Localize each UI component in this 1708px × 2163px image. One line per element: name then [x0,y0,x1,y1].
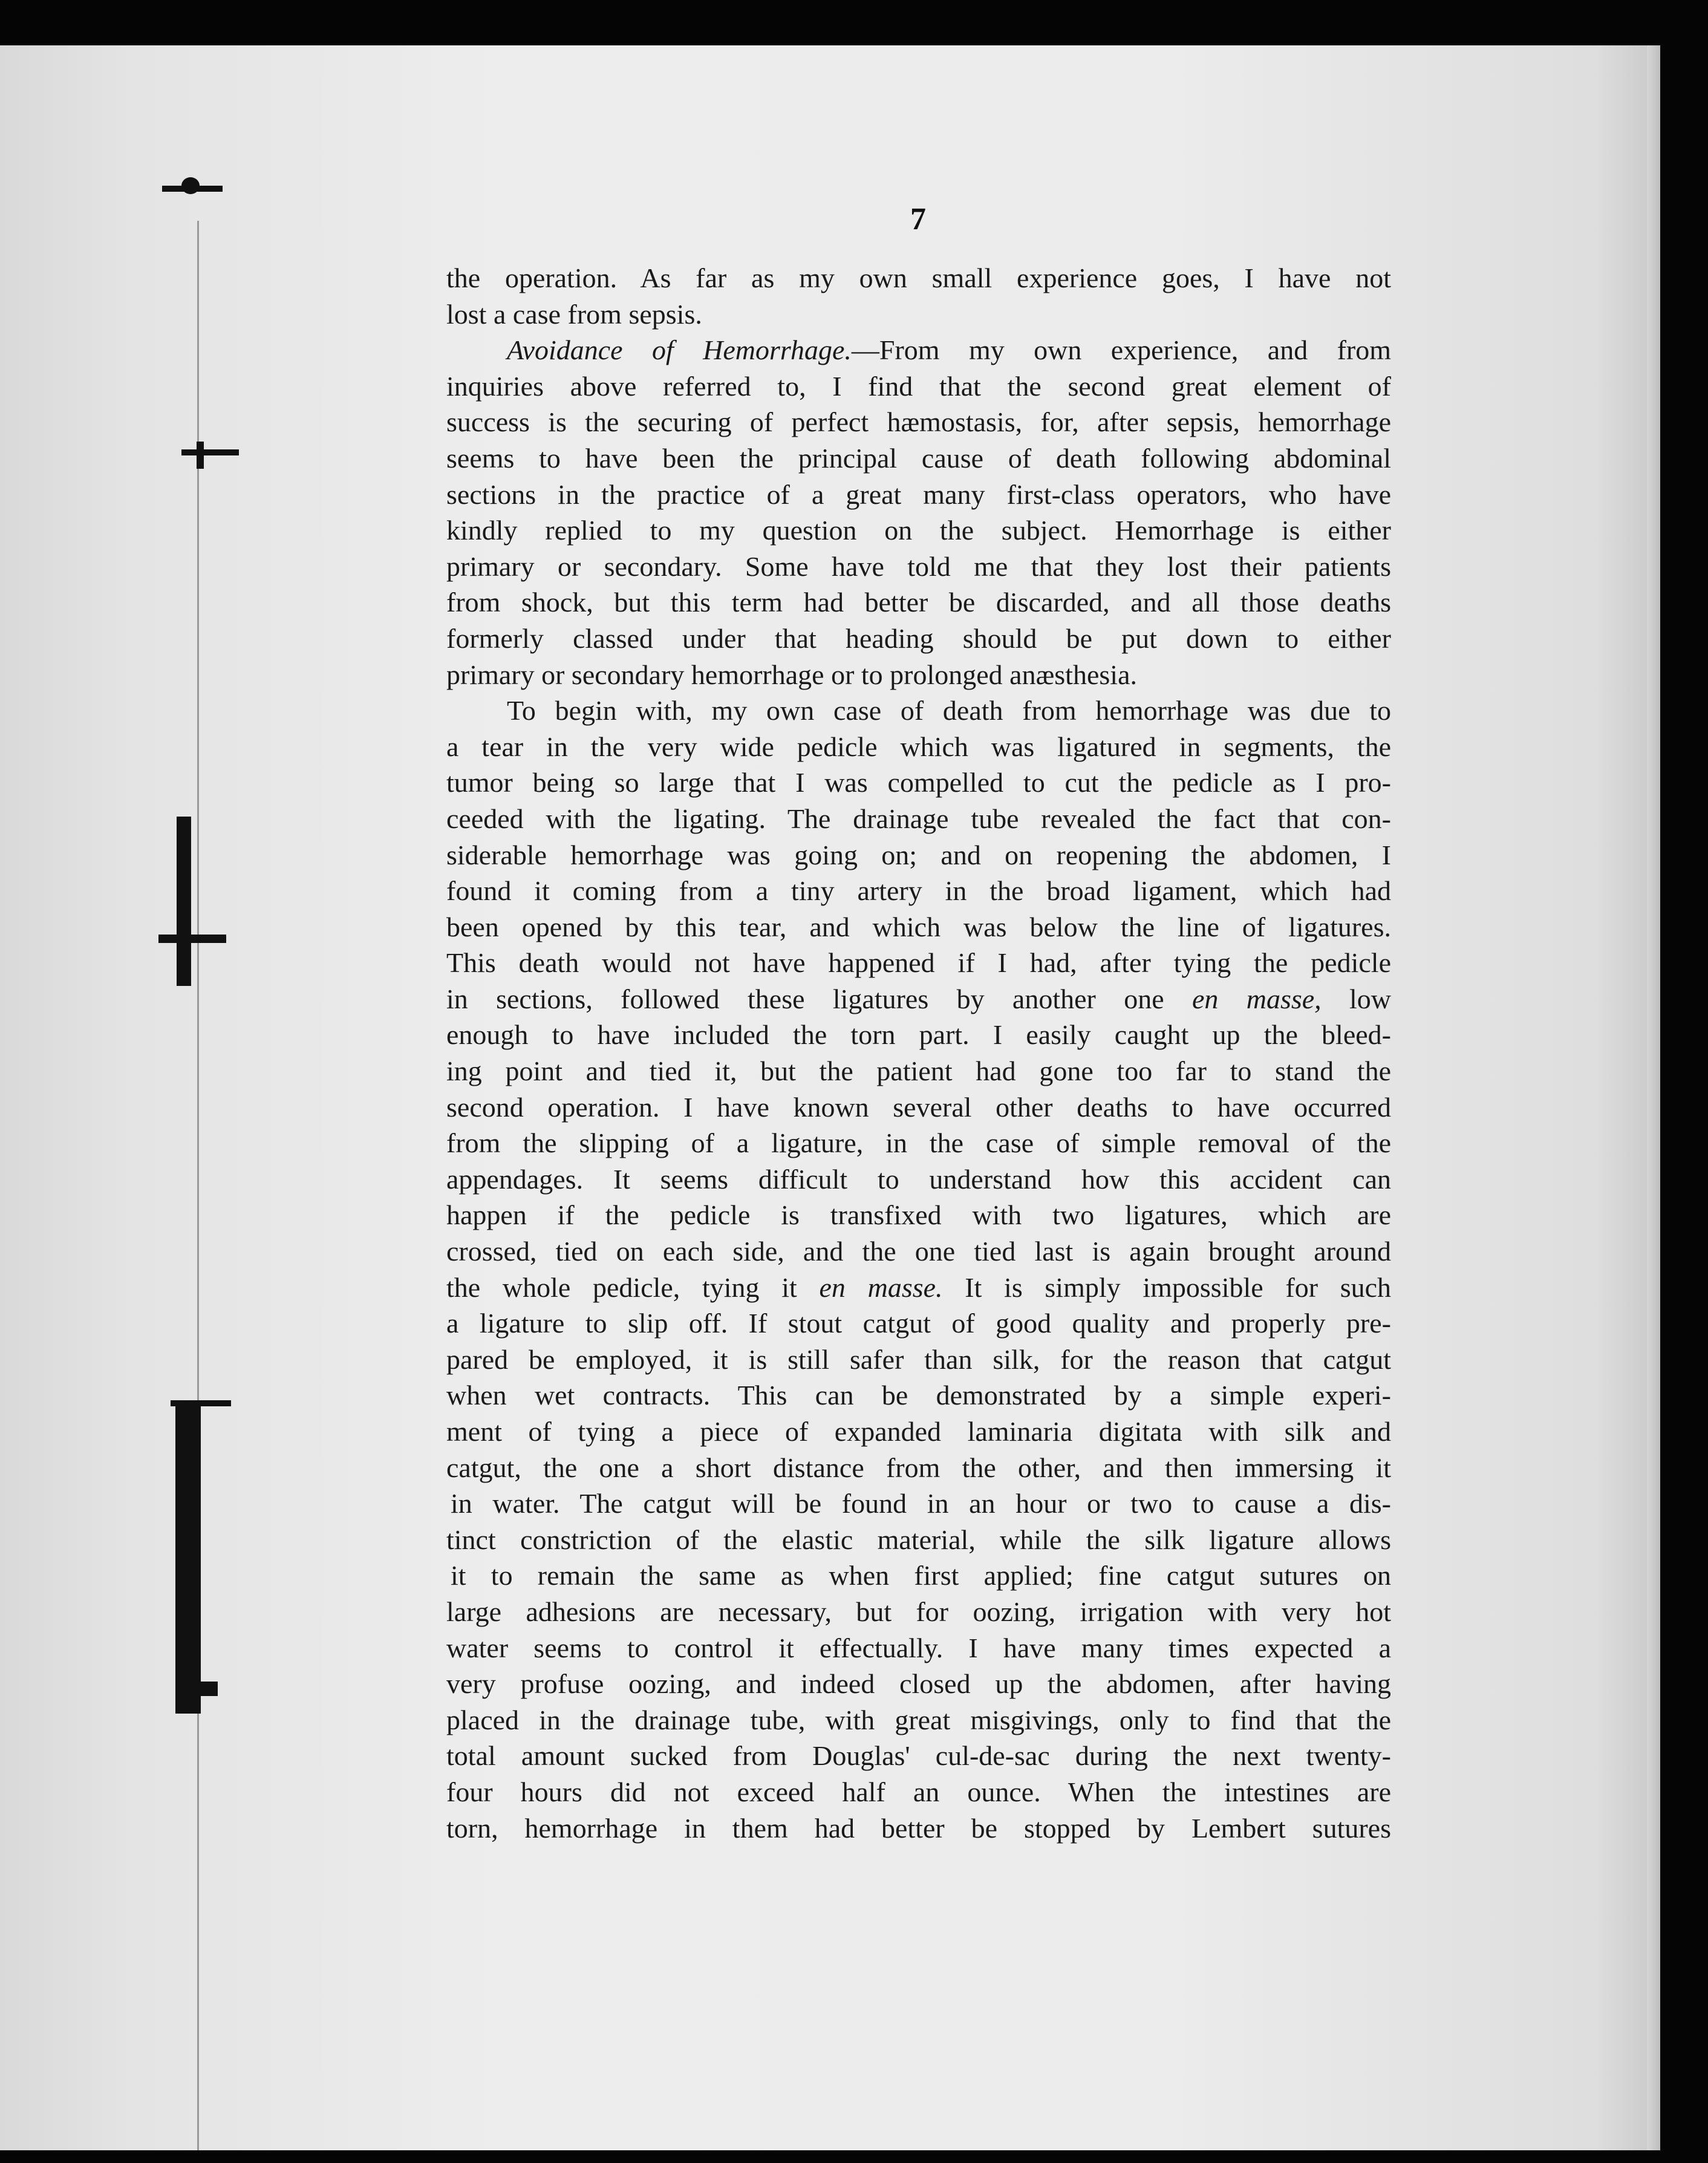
text-line [446,1486,1391,1522]
text-line-content: ment of tying a piece of expanded laminaria digitata with silk and [446,1416,1391,1447]
binding-mark [181,1682,218,1696]
text-line-content: the whole pedicle, tying it [446,1271,797,1303]
text-line [446,1414,1391,1450]
text-line [446,837,1391,873]
text-line-content: primary or secondary. Some have told me that they lost their patients [446,550,1391,582]
text-line [446,1774,1391,1810]
text-line-content: This death would not have happened if I had, after tying the pedicle [446,947,1391,979]
text-line-content: torn, hemorrhage in them had better be stopped by Lembert sutures [446,1812,1391,1844]
text-line [446,981,1391,1017]
text-line-content: appendages. It seems difficult to understand how this accident can [446,1163,1391,1195]
text-line [446,404,1391,440]
text-line-content: kindly replied to my question on the subject. Hemorrhage is either [446,515,1391,546]
text-line [446,1305,1391,1342]
text-line-content: from the slipping of a ligature, in the case of simple removal of the [446,1127,1391,1159]
text-line-content: a tear in the very wide pedicle which was ligatured in segments, the [446,731,1391,762]
text-line [446,512,1391,549]
text-line-content: seems to have been the principal cause of death following abdominal [446,442,1391,474]
text-line [446,1089,1391,1126]
text-line-content: primary or secondary hemorrhage or to prolonged anæsthesia. [446,659,1137,690]
binding-mark [197,442,204,469]
text-line [446,1450,1391,1486]
text-line-content: tumor being so large that I was compelled to cut the pedicle as I pro- [446,767,1391,798]
text-line [446,332,1391,368]
text-line [446,621,1391,657]
text-line [446,1738,1391,1774]
binding-mark [181,177,200,194]
text-line-content: inquiries above referred to, I find that the second great element of [446,370,1391,402]
text-line-content: —From my own experience, and from [851,334,1391,366]
text-line-content: second operation. I have known several other deaths to have occurred [446,1091,1391,1123]
text-line-content: four hours did not exceed half an ounce. When the intestines are [446,1776,1391,1807]
text-line-content: crossed, tied on each side, and the one tied last is again brought around [446,1236,1391,1267]
text-line [446,440,1391,477]
scanned-page [0,45,1660,2150]
text-line [446,584,1391,621]
text-line-content: ing point and tied it, but the patient had gone too far to stand the [446,1055,1391,1087]
page-edge [1647,45,1660,2150]
text-line-content: been opened by this tear, and which was below the line of ligatures. [446,911,1391,942]
text-line [446,1233,1391,1270]
binding-line [197,221,199,2150]
text-line [446,1702,1391,1738]
text-line-content: formerly classed under that heading should be put down to either [446,622,1391,654]
text-line [446,765,1391,801]
text-line [446,1377,1391,1414]
text-line-content: the operation. As far as my own small experience goes, I have not [446,263,1391,293]
text-line [446,1017,1391,1053]
text-line-content: pared be employed, it is still safer than silk, for the reason that catgut [446,1343,1391,1375]
binding-mark [158,935,226,943]
text-line [446,1522,1391,1558]
text-line [446,801,1391,837]
binding-mark [175,1405,201,1714]
text-line [446,477,1391,513]
text-line-content: in sections, followed these ligatures by another one [446,983,1164,1014]
text-line-tail: It is simply impossible for such [942,1271,1392,1303]
text-line [446,1161,1391,1198]
text-line [446,1125,1391,1161]
text-line [446,873,1391,909]
text-line [446,1594,1391,1630]
text-line-content: in water. The catgut will be found in an hour or two to cause a dis- [451,1488,1391,1519]
text-line [446,296,1391,333]
text-line-content: water seems to control it effectually. I have many times expected a [446,1632,1391,1663]
text-line [446,657,1391,693]
text-line [446,1197,1391,1233]
text-line-tail: low [1321,983,1392,1014]
text-line-content: found it coming from a tiny artery in the broad ligament, which had [446,875,1391,907]
text-line [446,1558,1391,1594]
text-line-content: catgut, the one a short distance from the other, and then immersing it [446,1452,1391,1483]
text-line-content: very profuse oozing, and indeed closed up the abdomen, after having [446,1668,1391,1700]
binding-mark [181,449,239,455]
text-line-content: lost a case from sepsis. [446,298,702,330]
text-line-content: enough to have included the torn part. I easily caught up the bleed- [446,1019,1391,1051]
text-line-content: sections in the practice of a great many first-class operators, who have [446,478,1391,510]
text-line-content: To begin with, my own case of death from hemorrhage was due to [507,695,1391,726]
text-line-content: tinct constriction of the elastic material, while the silk ligature allows [446,1524,1391,1555]
text-line-content: ceeded with the ligating. The drainage tube revealed the fact that con- [446,803,1391,834]
text-line [446,1810,1391,1847]
text-line-content: placed in the drainage tube, with great misgivings, only to find that the [446,1704,1391,1735]
italic-phrase: en masse, [1191,983,1322,1014]
text-line-content: a ligature to slip off. If stout catgut of good quality and properly pre- [446,1308,1391,1339]
text-line [446,549,1391,585]
text-line [446,1630,1391,1666]
text-line [446,945,1391,981]
text-line-content: siderable hemorrhage was going on; and on reopening the abdomen, I [446,839,1391,870]
text-line-content: happen if the pedicle is transfixed with two ligatures, which are [446,1199,1391,1231]
text-line [446,1342,1391,1378]
text-line [446,909,1391,945]
text-line [446,1270,1391,1306]
binding-mark [177,817,191,986]
text-line [446,1053,1391,1089]
text-line-content: success is the securing of perfect hæmostasis, for, after sepsis, hemorrhage [446,406,1391,438]
body-text [446,260,1391,1846]
text-line [446,729,1391,765]
text-line [446,368,1391,405]
text-line-content: when wet contracts. This can be demonstrated by a simple experi- [446,1380,1391,1411]
text-line-content: large adhesions are necessary, but for oozing, irrigation with very hot [446,1596,1391,1627]
text-line-content: it to remain the same as when first applied; fine catgut sutures on [451,1560,1391,1591]
text-line-content: from shock, but this term had better be discarded, and all those deaths [446,587,1391,618]
text-line [446,693,1391,729]
text-line [446,1666,1391,1702]
italic-phrase: en masse. [819,1271,943,1303]
section-heading: Avoidance of Hemorrhage. [507,334,852,366]
text-line-content: total amount sucked from Douglas' cul-de-sac during the next twenty- [446,1740,1391,1772]
text-line [446,260,1391,296]
page-number: 7 [910,202,926,237]
